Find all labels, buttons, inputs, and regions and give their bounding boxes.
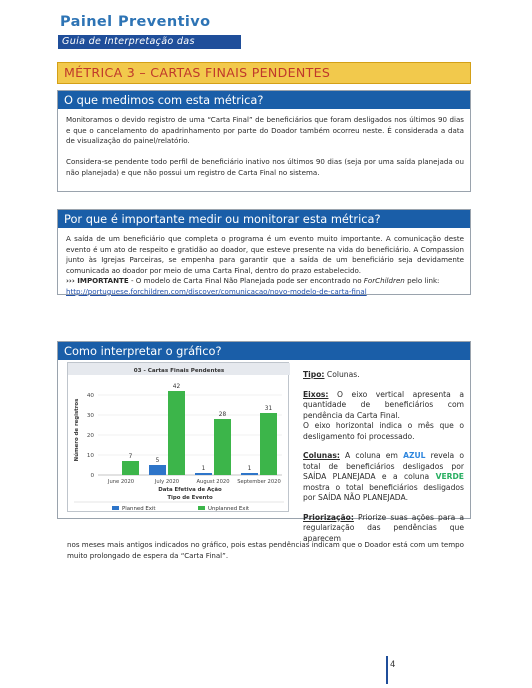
x-tick-label: June 2020 [107,479,135,485]
chart-title: 03 - Cartas Finais Pendentes [133,368,225,374]
eixos-line-2: O eixo horizontal indica o mês que o desligamento foi processado. [303,421,464,441]
tipo-label: Tipo: [303,370,325,379]
page-number: 4 [390,660,396,670]
priorizacao-tail: nos meses mais antigos indicados no gráfico, pois estas pendências indicam que o Doador está com um tempo muito prolongado de espera da “Carta Final”. [67,540,464,560]
priorizacao-value: Priorize suas ações para a regularização das pendências que aparecem [303,512,464,543]
bar-unplanned-exit [168,391,185,475]
bar-unplanned-exit [214,419,231,475]
y-tick-label: 40 [86,393,94,399]
legend-label: Unplanned Exit [208,506,250,512]
metric-title: MÉTRICA 3 – CARTAS FINAIS PENDENTES [64,65,331,80]
eixos-line [303,390,464,422]
colunas-verde: VERDE [435,472,464,481]
tipo-line [303,370,464,381]
bar-planned-exit [195,473,212,475]
x-tick-label: August 2020 [196,479,230,485]
section-paragraph: Considera-se pendente todo perfil de beneficiário inativo nos últimos 90 dias (seja por uma saída planejada ou não planejada) e que não possui um registro de Carta Final no sistema. [66,157,464,177]
section-paragraph: A saída de um beneficiário que completa o programa é um evento muito importante. A comunicação deste evento é um ato de respeito e gratidão ao doador, que esteve presente na vida do beneficiário. A Compassion junto às Igrejas Parceiras, se empenha para garantir que a saída de um beneficiário seja devidamente comunicada ao doador por meio de uma Carta Final, dentro do prazo estabelecido. [66,234,464,275]
page-number-divider [386,656,388,684]
document-subtitle: Guia de Interpretação das Métricas [58,35,241,49]
bar-planned-exit [241,473,258,475]
y-tick-label: 30 [86,413,94,419]
section-heading: Por que é importante medir ou monitorar esta métrica? [58,210,470,228]
y-axis-label: Número de registros [74,398,80,462]
x-tick-label: July 2020 [154,479,180,485]
data-label: 42 [172,384,181,390]
tipo-value: Colunas. [324,370,360,379]
bar-unplanned-exit [122,461,139,475]
legend-swatch [198,506,205,510]
important-note [66,276,464,297]
colunas-azul: AZUL [403,451,426,460]
data-label: 28 [218,412,227,418]
section-why-important [57,209,471,295]
section-what-we-measure [57,90,471,192]
colunas-t2: revela o total de beneficiários desligados por SAÍDA PLANEJADA e a coluna [303,451,464,481]
y-tick-label: 10 [86,453,94,459]
legend-label: Planned Exit [122,506,156,512]
forchildren-name: ForChildren [363,276,405,285]
y-tick-label: 0 [90,473,94,479]
section-paragraph: Monitoramos o devido registro de uma “Carta Final” de beneficiários que foram desligados nos últimos 90 dias e que o cancelamento do apadrinhamento por parte do Doador também ocorreu neste. É considerada a data de visualização do painel/relatório. [66,115,464,146]
important-label: ››› IMPORTANTE [66,276,129,285]
legend-title: Tipo de Evento [167,495,213,501]
legend-swatch [112,506,119,510]
bar-chart [68,363,290,513]
data-label: 1 [201,466,206,472]
colunas-line [303,451,464,504]
data-label: 5 [155,458,160,464]
colunas-label: Colunas: [303,451,340,460]
data-label: 31 [264,406,273,412]
bar-planned-exit [149,465,166,475]
priorizacao-label: Priorização: [303,512,354,522]
colunas-t3: mostra o total beneficiários desligados por SAÍDA NÃO PLANEJADA. [303,482,464,502]
y-tick-label: 20 [86,433,94,439]
eixos-value: O eixo vertical apresenta a quantidade de beneficiários com pendência da Carta Final. [303,389,464,420]
chart-container [67,362,289,512]
x-axis-label: Data Efetiva de Ação [158,487,222,493]
bar-unplanned-exit [260,413,277,475]
important-suffix: pelo link: [404,276,440,285]
metric-banner [57,62,471,84]
data-label: 1 [247,466,252,472]
data-label: 7 [128,454,133,460]
template-link[interactable]: http://portuguese.forchildren.com/discover/comunicacao/novo-modelo-de-carta-final [66,286,367,296]
document-title: Painel Preventivo [60,14,211,30]
colunas-t1: A coluna em [339,451,404,460]
section-heading: Como interpretar o gráfico? [58,342,470,360]
important-text: - O modelo de Carta Final Não Planejada pode ser encontrado no [128,276,364,285]
section-heading: O que medimos com esta métrica? [58,91,470,109]
eixos-label: Eixos: [303,389,329,399]
x-tick-label: September 2020 [237,479,281,485]
interpretation-text [303,370,464,544]
